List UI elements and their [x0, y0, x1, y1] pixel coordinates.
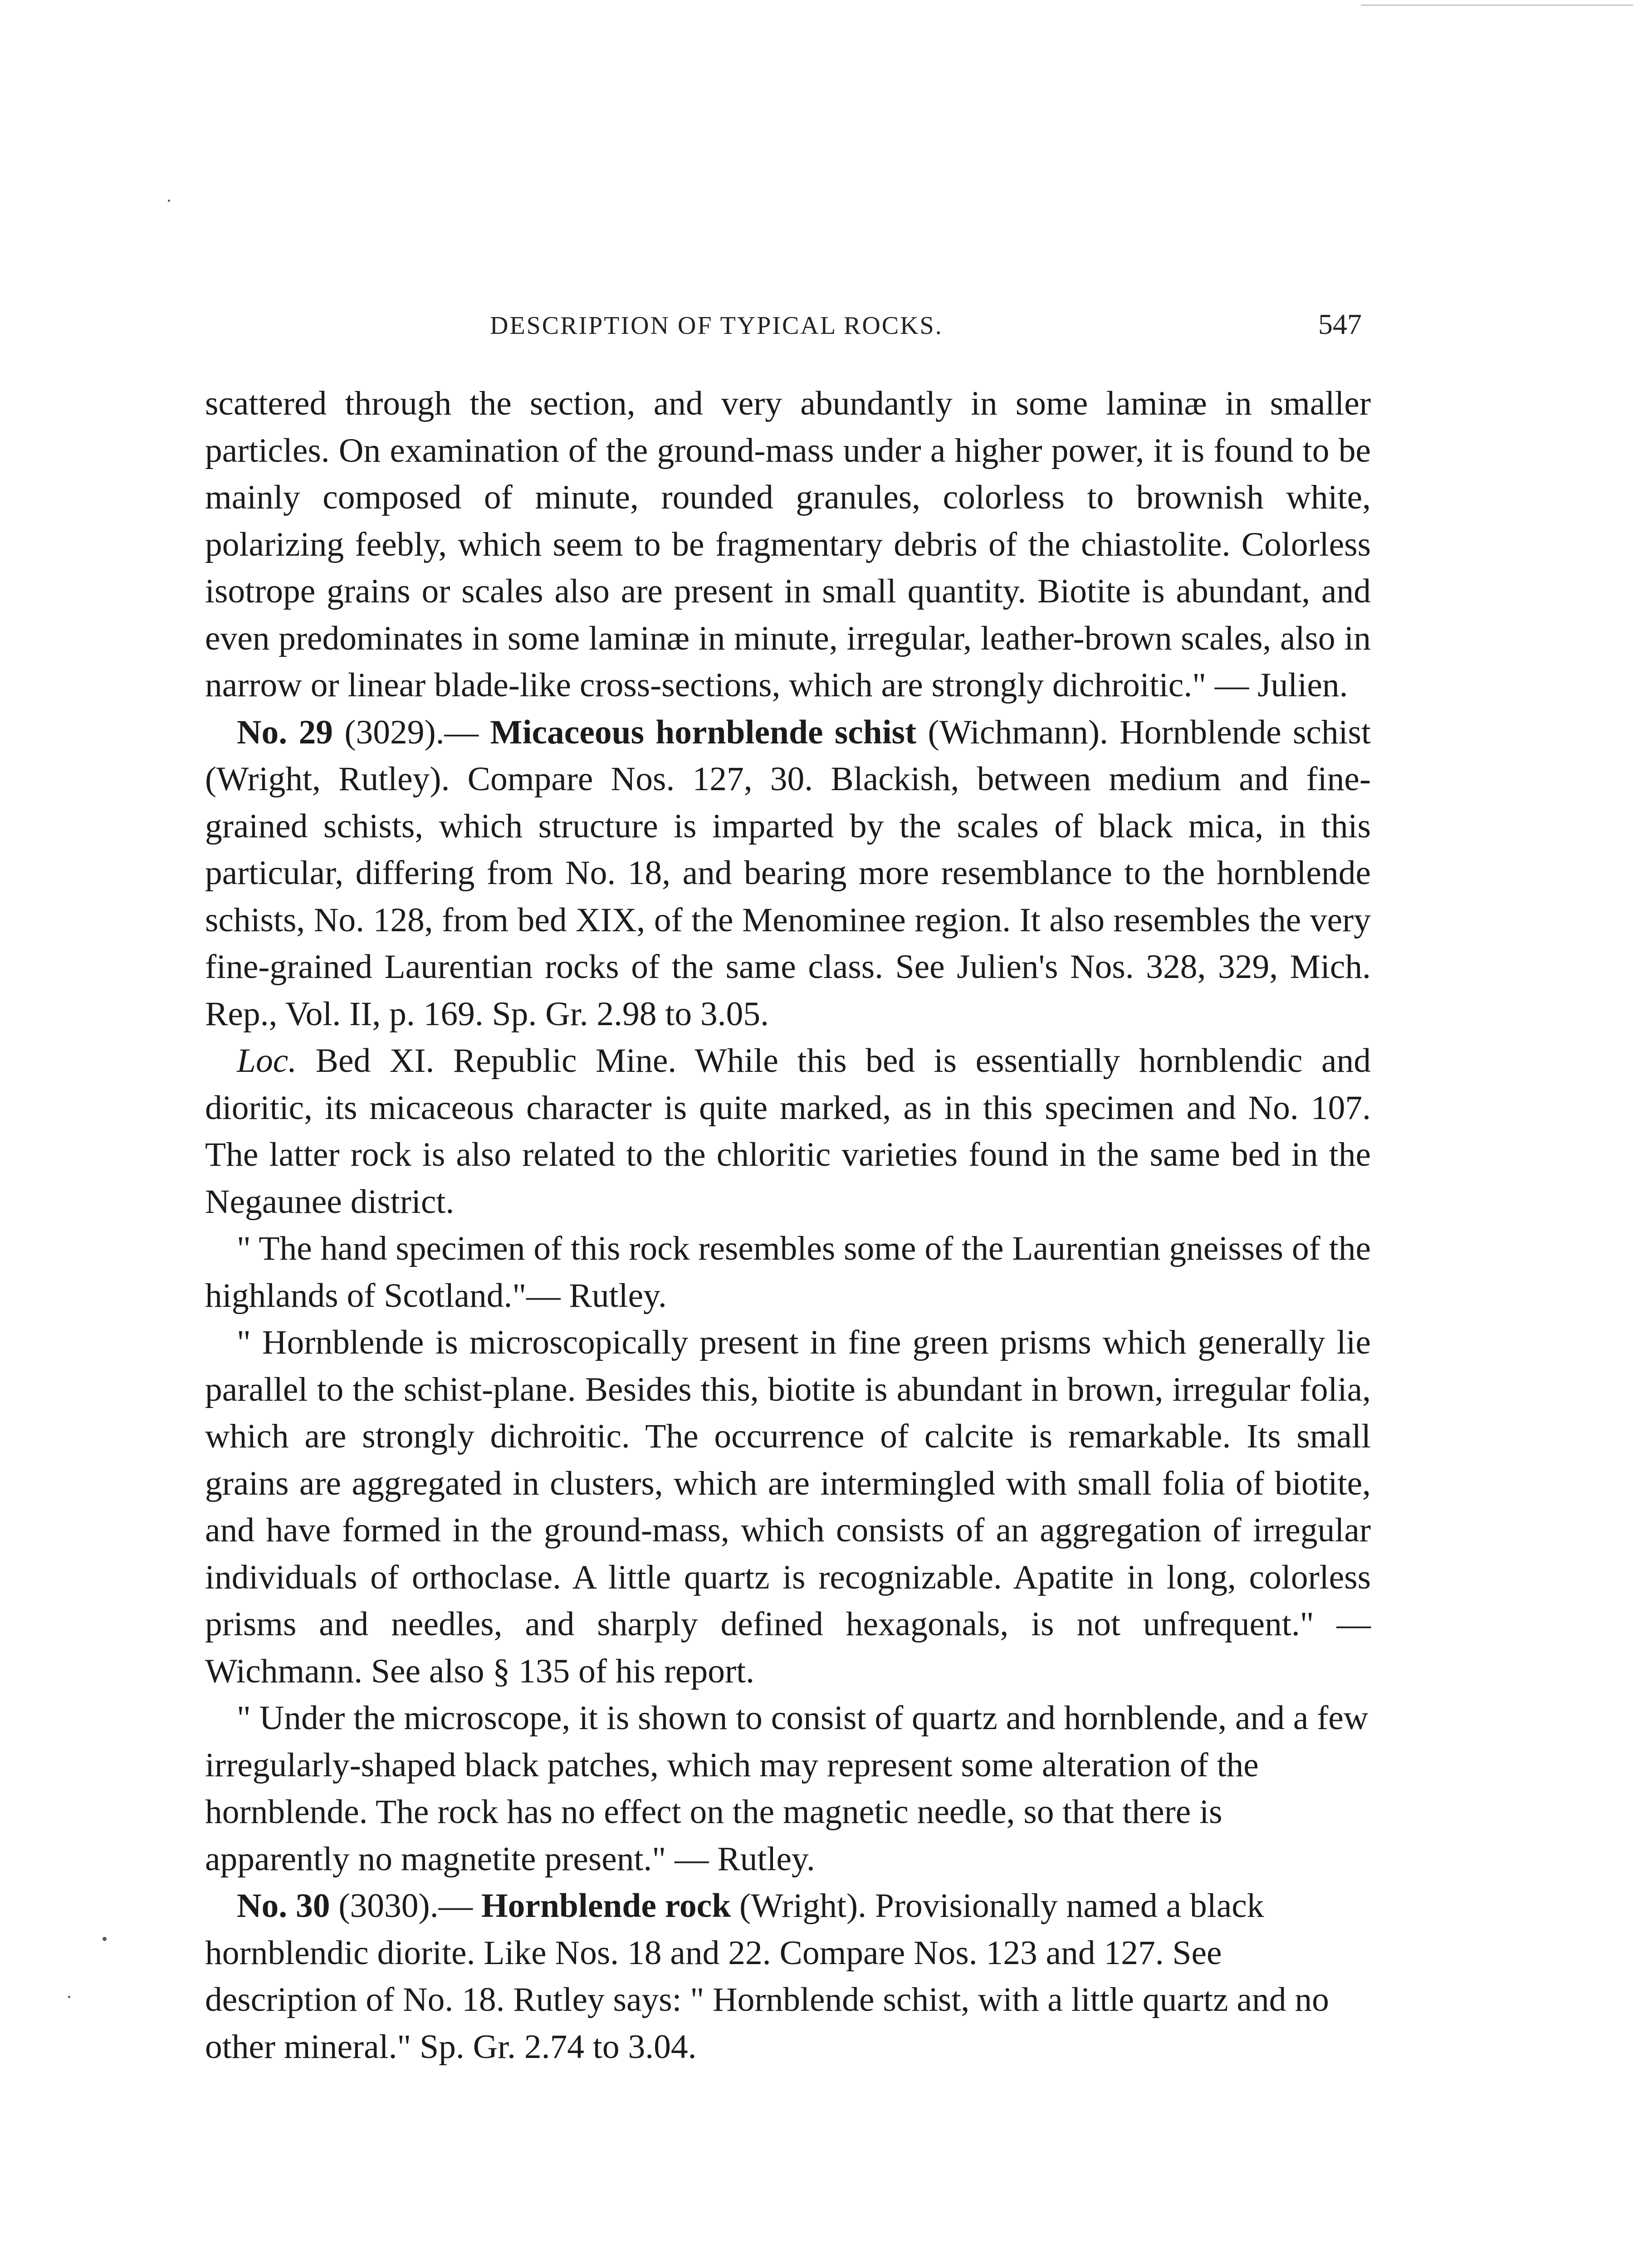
rock-name: Micaceous hornblende schist: [490, 713, 917, 751]
running-title: DESCRIPTION OF TYPICAL ROCKS.: [490, 312, 943, 340]
top-edge-rule: [1361, 5, 1633, 6]
locality-label: Loc.: [237, 1042, 297, 1080]
page-number: 547: [1318, 308, 1362, 340]
paper-speck: [68, 1996, 70, 1998]
paragraph-continuation: [205, 380, 1371, 709]
entry-text: (Wichmann). Hornblende schist (Wright, Rutley). Compare Nos. 127, 30. Blackish, between medium and fine-grained schists, which structure is imparted by the scales of black mica, in this particular, differing from No. 18, and bearing more resemblance to the hornblende schists, No. 128, from bed XIX, of the Menominee region. It also resembles the very fine-grained Laurentian rocks of the same class. See Julien's Nos. 328, 329, Mich. Rep., Vol. II, p. 169. Sp. Gr. 2.98 to 3.05.: [205, 713, 1371, 1033]
quote-rutley-microscope: [205, 1695, 1371, 1882]
catalog-number: (3029).—: [332, 713, 490, 751]
quote-text: " Under the microscope, it is shown to consist of quartz and hornblende, and a few irregularly-shaped black patches, which may represent some alteration of the hornblende. The rock has no effect on the magnetic needle, so that there is apparently no magnetite present." — Rutley.: [205, 1699, 1369, 1878]
entry-number: No. 30: [237, 1887, 330, 1925]
body-text: [205, 380, 1371, 2070]
quote-rutley-hand-specimen: [205, 1225, 1371, 1319]
entry-no-30: [205, 1882, 1371, 2070]
paragraph-text: scattered through the section, and very abundantly in some laminæ in smaller particles. On examination of the ground-mass under a higher power, it is found to be mainly composed of minute, rounded granules, colorless to brownish white, polarizing feebly, which seem to be fragmentary debris of the chiastolite. Colorless isotrope grains or scales also are present in small quantity. Biotite is abundant, and even predominates in some laminæ in minute, irregular, leather-brown scales, also in narrow or linear blade-like cross-sections, which are strongly dichroitic." — Julien.: [205, 385, 1371, 704]
quote-text: " Hornblende is microscopically present in fine green prisms which generally lie parallel to the schist-plane. Besides this, biotite is abundant in brown, irregular folia, which are strongly dichroitic. The occurrence of calcite is remarkable. Its small grains are aggregated in clusters, which are intermingled with small folia of biotite, and have formed in the ground-mass, which consists of an aggregation of irregular individuals of orthoclase. A little quartz is recognizable. Apatite in long, colorless prisms and needles, and sharply defined hexagonals, is not unfrequent." —Wichmann. See also § 135 of his report.: [205, 1324, 1371, 1690]
quote-text: " The hand specimen of this rock resembles some of the Laurentian gneisses of the highlands of Scotland."— Rutley.: [205, 1230, 1371, 1315]
locality-text: Bed XI. Republic Mine. While this bed is essentially hornblendic and dioritic, its micaceous character is quite marked, as in this specimen and No. 107. The latter rock is also related to the chloritic varieties found in the same bed in the Negaunee district.: [205, 1042, 1371, 1221]
quote-wichmann: [205, 1319, 1371, 1695]
catalog-number: (3030).—: [330, 1887, 481, 1925]
paper-speck: [103, 1937, 107, 1941]
paper-speck: [168, 200, 170, 202]
locality-paragraph: [205, 1037, 1371, 1225]
entry-text: (Wright). Provisionally named a black hornblendic diorite. Like Nos. 18 and 22. Compare Nos. 123 and 127. See description of No. 18. Rutley says: " Hornblende schist, with a little quartz and no other mineral." Sp. Gr. 2.74 to 3.04.: [205, 1887, 1329, 2066]
rock-name: Hornblende rock: [481, 1887, 731, 1925]
entry-no-29: [205, 709, 1371, 1038]
entry-number: No. 29: [237, 713, 333, 751]
